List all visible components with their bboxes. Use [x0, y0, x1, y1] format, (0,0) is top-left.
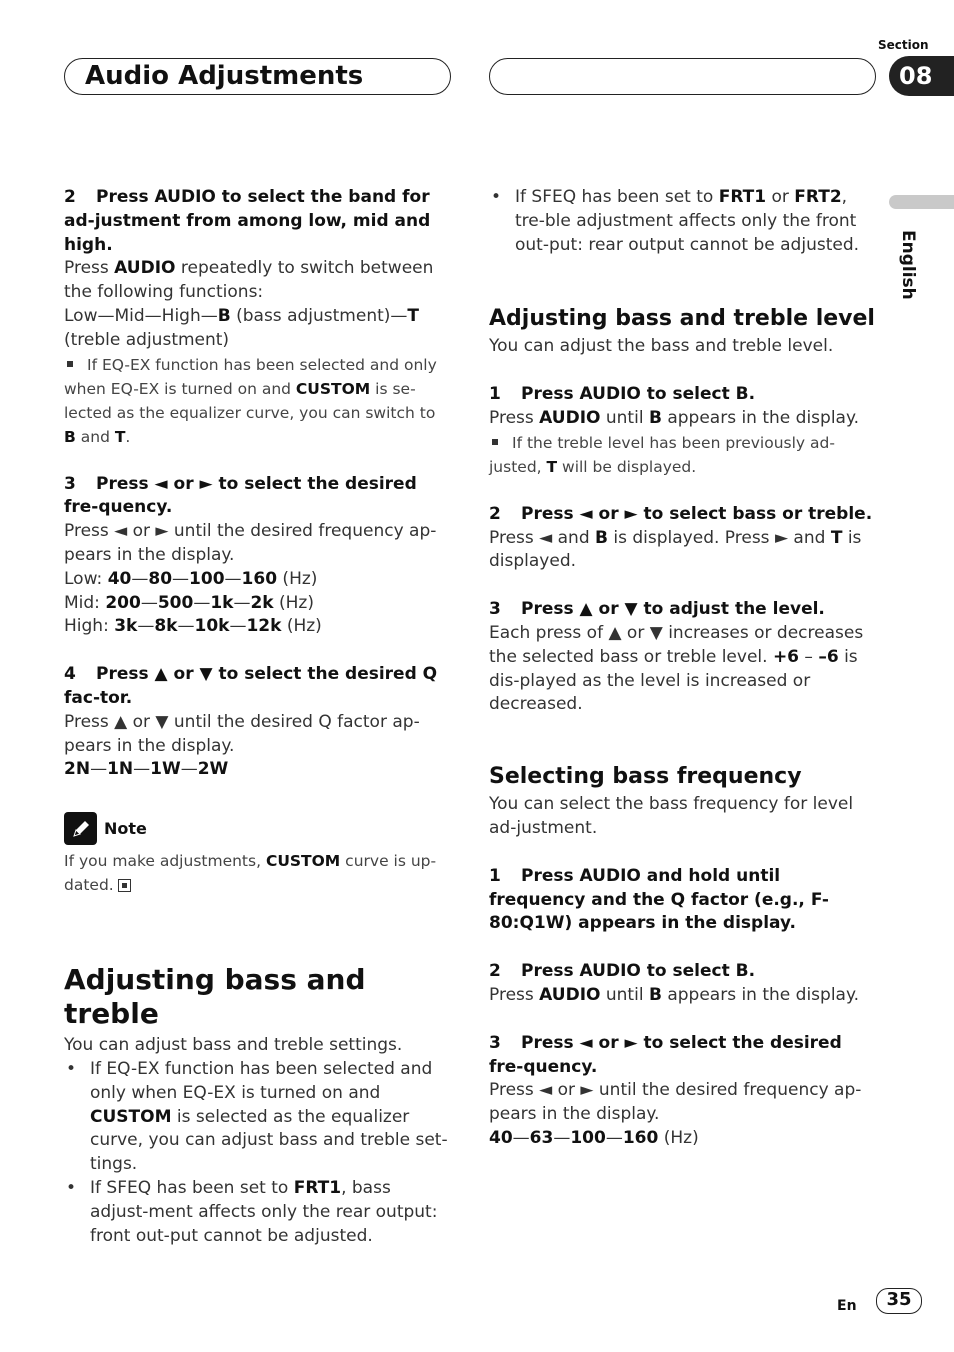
- step-2-heading: [64, 186, 451, 257]
- list-item: • If SFEQ has been set to FRT1 or FRT2, tre-ble adjustment affects only the front out-put: rear output cannot be adjusted.: [491, 187, 860, 255]
- bullet-icon: •: [491, 187, 502, 207]
- note-label: Note: [104, 818, 147, 838]
- level-step-2-heading: 2 Press ◄ or ► to select bass or treble.: [489, 503, 873, 524]
- page-number: 35: [876, 1288, 922, 1314]
- note-bullet-icon: [492, 439, 498, 445]
- step-3-heading: 3 Press ◄ or ► to select the desired fre-quency.: [64, 473, 417, 518]
- step-text: Press AUDIO to select the band for ad-justment from among low, mid and high.: [64, 187, 431, 255]
- level-step-1-heading: 1 Press AUDIO to select B.: [489, 384, 756, 405]
- bass-treble-intro: You can adjust bass and treble settings.: [64, 1035, 403, 1056]
- list-item: • If SFEQ has been set to FRT1, bass adjust-ment affects only the rear output: front out-put cannot be adjusted.: [66, 1177, 438, 1246]
- freq-step-1-heading: 1 Press AUDIO and hold until frequency and the Q factor (e.g., F- 80:Q1W) appears in the display.: [489, 865, 829, 934]
- language-label: [890, 230, 934, 300]
- right-column: [489, 186, 875, 1151]
- step-2-body: Press AUDIO repeatedly to switch between the following functions:: [64, 258, 434, 303]
- freq-step-3-heading: 3 Press ◄ or ► to select the desired fre-quency.: [489, 1032, 842, 1077]
- end-mark-icon: [118, 879, 131, 892]
- language-tab: [889, 195, 954, 209]
- level-step-3-body: Each press of ▲ or ▼ increases or decreases the selected bass or treble level. +6 – –6 is dis-played as the level is increased or decreased.: [489, 622, 864, 715]
- freq-step-2-heading: 2 Press AUDIO to select B.: [489, 961, 756, 982]
- note-header: [64, 812, 451, 845]
- heading-adjusting-bass-treble: Adjusting bass and treble: [64, 963, 366, 1031]
- freq-step-2-body: Press AUDIO until B appears in the display.: [489, 984, 859, 1005]
- section-number-badge: 08: [889, 56, 954, 96]
- page-title: Audio Adjustments: [85, 61, 364, 91]
- level-step-1-body: Press AUDIO until B appears in the display.: [489, 407, 859, 428]
- freq-step-3-body: Press ◄ or ► until the desired frequency ap-pears in the display.: [489, 1080, 862, 1125]
- language-text: English: [898, 230, 918, 300]
- step-2-note: If EQ-EX function has been selected and only when EQ-EX is turned on and CUSTOM is se-lected as the equalizer curve, you can switch to B and T.: [64, 355, 437, 446]
- step-3-body: Press ◄ or ► until the desired frequency ap-pears in the display.: [64, 521, 437, 565]
- band-sequence: Low—Mid—High—B (bass adjustment)—T (treble adjustment): [64, 305, 419, 350]
- level-step-3-heading: 3 Press ▲ or ▼ to adjust the level.: [489, 599, 825, 620]
- mid-frequencies: Mid: 200—500—1k—2k (Hz): [64, 592, 314, 613]
- bass-frequency-sequence: 40—63—100—160 (Hz): [489, 1127, 699, 1148]
- header-title-frame: [64, 58, 451, 95]
- step-4-heading: 4 Press ▲ or ▼ to select the desired Q fac-tor.: [64, 664, 438, 708]
- section-label: Section: [878, 38, 929, 52]
- treble-bullets: [489, 186, 875, 257]
- heading-bass-treble-level: Adjusting bass and treble level: [489, 306, 875, 332]
- note-bullet-icon: [67, 361, 73, 367]
- pencil-icon: [64, 812, 97, 845]
- left-column: [64, 186, 451, 1248]
- list-item: • If EQ-EX function has been selected and only when EQ-EX is turned on and CUSTOM is selected as the equalizer curve, you can adjust bass and treble set-tings.: [66, 1058, 448, 1175]
- level-step-2-body: Press ◄ and B is displayed. Press ► and T is displayed.: [489, 527, 862, 572]
- footer-language: En: [837, 1298, 857, 1314]
- heading-bass-frequency: Selecting bass frequency: [489, 764, 802, 790]
- bullet-icon: •: [66, 1177, 77, 1198]
- step-4-body: Press ▲ or ▼ until the desired Q factor ap-pears in the display.: [64, 711, 420, 756]
- q-factor-sequence: 2N—1N—1W—2W: [64, 759, 229, 780]
- bullet-icon: •: [66, 1058, 77, 1079]
- step-number: 2: [64, 187, 76, 207]
- header-blank-frame: [489, 58, 876, 95]
- note-text: If you make adjustments, CUSTOM curve is up-dated.: [64, 852, 437, 895]
- high-frequencies: High: 3k—8k—10k—12k (Hz): [64, 616, 322, 637]
- level-intro: You can adjust the bass and treble level.: [489, 336, 834, 357]
- bass-frequency-intro: You can select the bass frequency for level ad-justment.: [489, 794, 854, 838]
- level-step-1-note: If the treble level has been previously ad-justed, T will be displayed.: [489, 433, 835, 476]
- bass-treble-bullets: [64, 1058, 451, 1248]
- low-frequencies: Low: 40—80—100—160 (Hz): [64, 568, 318, 589]
